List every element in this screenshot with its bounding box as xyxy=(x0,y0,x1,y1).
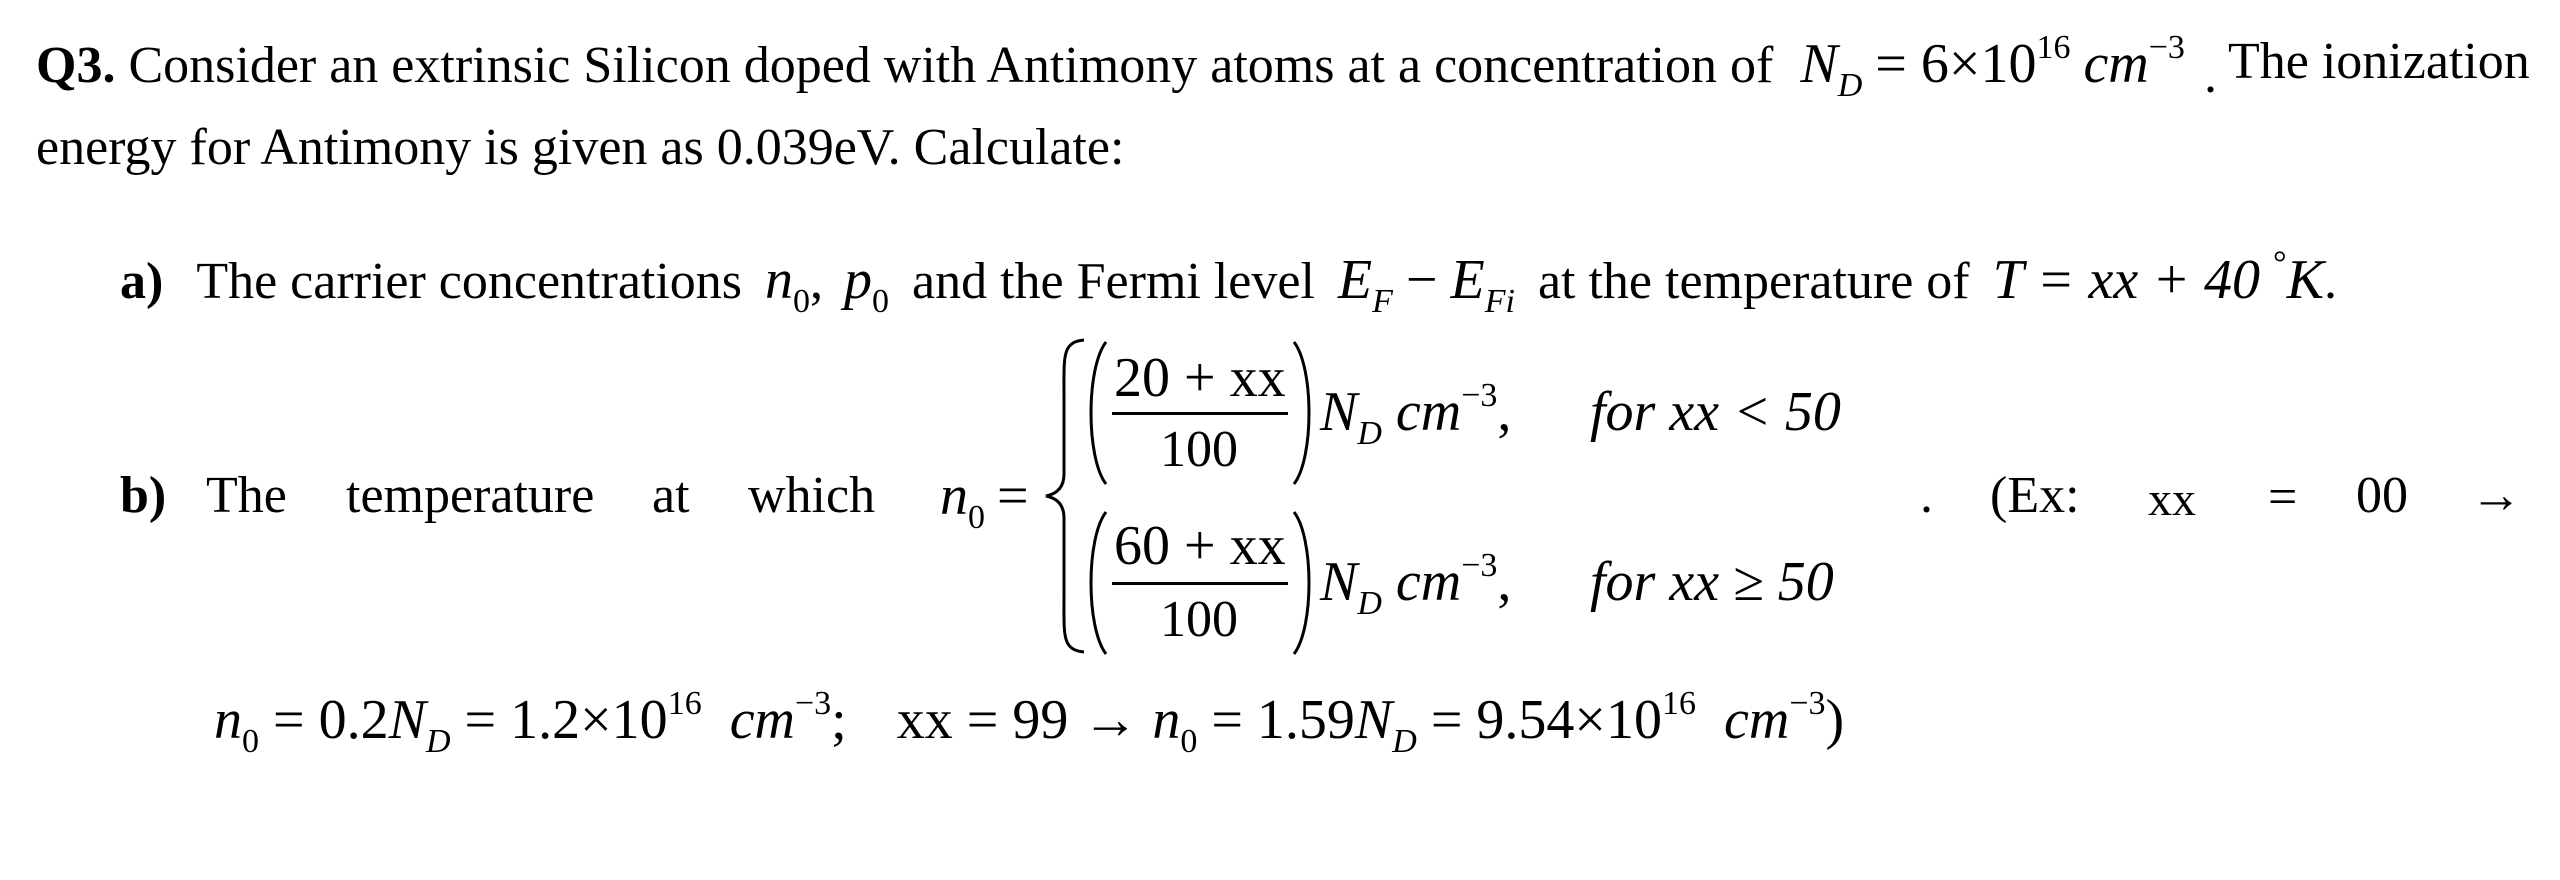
n0-sub-b: 0 xyxy=(968,499,985,536)
ex-xx99: xx = 99 → xyxy=(896,689,1139,751)
nd-unit-exponent: −3 xyxy=(2148,29,2185,66)
degree-sign: ° xyxy=(2273,245,2287,282)
part-b-word-3: at xyxy=(652,467,690,524)
case2-numerator: 60 + xx xyxy=(1114,515,1286,577)
question-line-2: energy for Antimony is given as 0.039eV. Calculate: xyxy=(36,119,1125,176)
comma: , xyxy=(810,253,824,310)
case2-paren-right xyxy=(1290,508,1320,658)
ex-nd2-sub: D xyxy=(1392,723,1417,760)
part-a-label: a) xyxy=(120,253,164,310)
ex-unit-2-exp: −3 xyxy=(1789,685,1826,722)
part-a-text-2: and the Fermi level xyxy=(912,253,1315,310)
temperature-expression: T = xx + 40 xyxy=(1992,249,2261,311)
ex-expr-4: = 9.54×10 xyxy=(1430,689,1663,751)
n0-sub: 0 xyxy=(793,283,811,320)
equals-sign: = xyxy=(997,465,1029,527)
p0-var: p xyxy=(844,249,873,311)
case2-fraction-bar xyxy=(1112,582,1288,585)
n0-var: n xyxy=(765,249,794,311)
minus-sign: − xyxy=(1405,249,1438,311)
part-a-text-1: The carrier concentrations xyxy=(196,253,743,310)
case2-unit: cm xyxy=(1395,551,1462,613)
case1-condition: for xx < 50 xyxy=(1590,381,1841,443)
example-xx: xx xyxy=(2148,473,2196,526)
part-b-n0 xyxy=(940,465,1029,536)
ex-close-paren: ) xyxy=(1825,689,1845,751)
ex-expr-3: = 1.59 xyxy=(1211,689,1355,751)
ef-var: E xyxy=(1337,249,1373,311)
question-line-1 xyxy=(36,29,2185,104)
example-line xyxy=(214,685,1845,760)
nd-value: = 6×10 xyxy=(1875,33,2037,95)
ex-expr-2: = 1.2×10 xyxy=(464,689,668,751)
example-equals: = xyxy=(2268,469,2298,526)
ex-nd-var: N xyxy=(388,689,426,751)
nd-exponent: 16 xyxy=(2036,29,2071,66)
ex-nd2-var: N xyxy=(1354,689,1393,751)
case1-paren-left xyxy=(1080,338,1110,488)
nd-expression xyxy=(1800,29,2185,104)
case2-nd-sub: D xyxy=(1357,585,1382,622)
case1-denominator: 100 xyxy=(1160,421,1238,478)
n0-var-b: n xyxy=(940,465,968,527)
case1-nd-sub: D xyxy=(1357,415,1382,452)
case1-fraction-bar xyxy=(1112,412,1288,415)
part-b-period: . xyxy=(1920,467,1933,524)
case2-denominator: 100 xyxy=(1160,591,1238,648)
ef-sub: F xyxy=(1372,283,1393,320)
kelvin-symbol: K xyxy=(2286,249,2324,311)
ex-semicolon: ; xyxy=(831,689,847,751)
question-intro-text: Consider an extrinsic Silicon doped with Antimony atoms at a concentration of xyxy=(128,37,1774,94)
part-b-word-1: The xyxy=(206,467,287,524)
case1-unit-exp: −3 xyxy=(1461,377,1498,414)
nd-sub: D xyxy=(1837,67,1863,104)
part-a-end: . xyxy=(2324,253,2337,310)
nd-var: N xyxy=(1800,33,1838,95)
ex-n0b-sub: 0 xyxy=(1180,723,1198,760)
case1-comma: , xyxy=(1497,381,1512,443)
part-b-word-2: temperature xyxy=(346,467,595,524)
ex-n0-sub: 0 xyxy=(242,723,259,760)
case2-unit-exp: −3 xyxy=(1461,547,1498,584)
ex-unit-1: cm xyxy=(729,689,795,751)
example-arrow: → xyxy=(2470,467,2522,524)
ex-unit-2: cm xyxy=(1724,689,1790,751)
p0-sub: 0 xyxy=(872,283,890,320)
efi-var: E xyxy=(1450,249,1485,311)
part-b-label: b) xyxy=(120,467,167,524)
example-open: (Ex: xyxy=(1990,467,2080,524)
ex-n0-var: n xyxy=(214,689,242,751)
ex-unit-1-exp: −3 xyxy=(794,685,832,722)
ex-n0b-var: n xyxy=(1152,689,1181,751)
question-intro-text-2: The ionization xyxy=(2228,33,2530,90)
case1-rhs xyxy=(1320,377,1512,452)
question-label: Q3. xyxy=(36,37,116,94)
nd-unit: cm xyxy=(2083,33,2149,95)
part-b-word-4: which xyxy=(748,467,876,524)
case2-comma: , xyxy=(1497,551,1512,613)
ex-exp-2: 16 xyxy=(1662,685,1697,722)
period-dot: . xyxy=(2204,47,2217,104)
case2-paren-left xyxy=(1080,508,1110,658)
ex-exp-1: 16 xyxy=(667,685,702,722)
example-00: 00 xyxy=(2356,467,2408,524)
ex-nd-sub: D xyxy=(425,723,451,760)
case1-nd-var: N xyxy=(1320,381,1358,443)
part-a-text-3: at the temperature of xyxy=(1537,253,1970,310)
part-a xyxy=(120,245,2337,320)
efi-sub: Fi xyxy=(1484,283,1515,320)
case1-paren-right xyxy=(1290,338,1320,488)
case1-numerator: 20 + xx xyxy=(1114,347,1286,409)
case2-nd-var: N xyxy=(1320,551,1358,613)
case1-unit: cm xyxy=(1395,381,1462,443)
case2-condition: for xx ≥ 50 xyxy=(1590,551,1834,613)
ex-expr-1: = 0.2 xyxy=(273,689,389,751)
case2-rhs xyxy=(1320,547,1512,622)
